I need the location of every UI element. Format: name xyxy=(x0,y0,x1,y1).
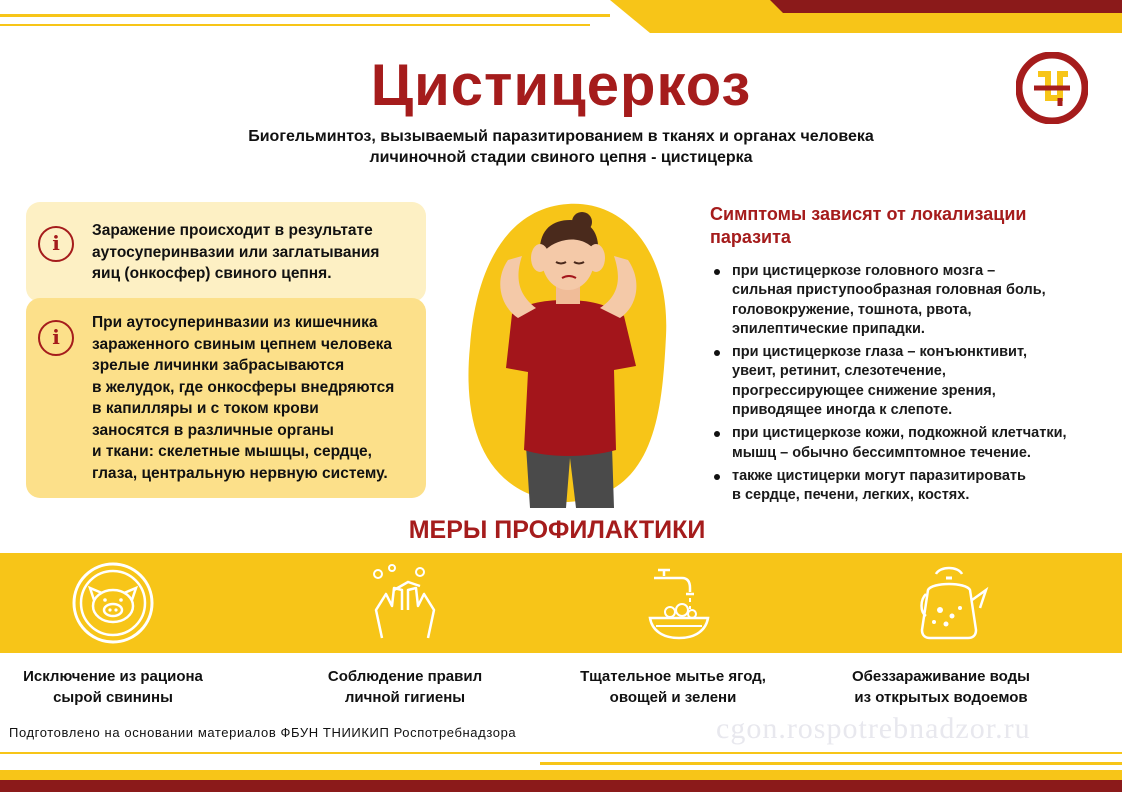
page-subtitle xyxy=(200,126,922,168)
top-stripe-dark-overlay xyxy=(770,0,1122,13)
info-icon: i xyxy=(38,226,74,262)
symptom-line: эпилептические припадки. xyxy=(732,320,925,337)
prevention-label-line: Соблюдение правил xyxy=(327,668,483,685)
symptoms-list xyxy=(712,262,1112,510)
woman-headache-illustration xyxy=(448,196,688,508)
page-title: Цистицеркоз xyxy=(370,53,752,118)
info-line: в желудок, где онкосферы внедряются xyxy=(92,378,395,396)
info-icon: i xyxy=(38,320,74,356)
prevention-label-line: личной гигиены xyxy=(344,689,466,706)
prevention-title: МЕРЫ ПРОФИЛАКТИКИ xyxy=(408,516,706,544)
bottom-stripe-dark xyxy=(0,780,1122,792)
bottom-line-2 xyxy=(540,762,1122,765)
bottom-stripe-yellow xyxy=(0,770,1122,780)
symptoms-title xyxy=(710,203,1100,249)
symptom-item-skin xyxy=(712,424,1112,463)
symptom-line: прогрессирующее снижение зрения, xyxy=(732,382,996,399)
info-line: Заражение происходит в результате xyxy=(92,222,373,239)
prevention-label-line: овощей и зелени xyxy=(609,689,737,706)
info-text xyxy=(92,312,422,484)
info-line: аутосуперинвазии или заглатывания xyxy=(92,243,380,261)
symptom-line: при цистицеркозе глаза – конъюнктивит, xyxy=(732,344,1028,361)
kettle-icon xyxy=(906,560,992,646)
symptom-item-eye xyxy=(712,343,1112,420)
prevention-label-washing xyxy=(548,666,798,708)
info-line: и ткани: скелетные мышцы, сердце, xyxy=(92,443,372,460)
symptoms-title-line: Симптомы зависят от локализации xyxy=(710,204,1027,224)
symptom-item-brain xyxy=(712,262,1112,339)
prevention-label-line: Обеззараживание воды xyxy=(852,668,1030,685)
top-left-line-2 xyxy=(0,24,590,26)
rospotrebnadzor-logo-icon xyxy=(1016,52,1088,124)
subtitle-line: Биогельминтоз, вызываемый паразитированием в тканях и органах человека xyxy=(248,128,874,145)
symptoms-title-line: паразита xyxy=(710,227,791,247)
site-watermark: cgon.rospotrebnadzor.ru xyxy=(716,712,1031,745)
bottom-line-1 xyxy=(0,752,1122,754)
symptom-line: приводящее иногда к слепоте. xyxy=(732,402,953,419)
prevention-label-hygiene xyxy=(280,666,530,708)
symptom-line: увеит, ретинит, слезотечение, xyxy=(732,363,946,380)
info-line: При аутосуперинвазии из кишечника xyxy=(92,314,378,331)
info-text xyxy=(92,220,422,285)
pig-icon xyxy=(70,560,156,646)
symptom-item-other xyxy=(712,467,1112,506)
info-line: глаза, центральную нервную систему. xyxy=(92,464,388,482)
symptom-line: в сердце, печени, легких, костях. xyxy=(732,487,970,504)
footer-source: Подготовлено на основании материалов ФБУН ТНИИКИП Роспотребнадзора xyxy=(9,725,517,740)
symptom-line: сильная приступообразная головная боль, xyxy=(732,282,1046,299)
symptom-line: мышц – обычно бессимптомное течение. xyxy=(732,444,1031,461)
symptom-line: при цистицеркозе головного мозга – xyxy=(732,263,996,279)
faucet-bowl-icon xyxy=(636,560,722,646)
info-line: в капилляры и с током крови xyxy=(92,400,319,417)
info-line: яиц (онкосфер) свиного цепня. xyxy=(92,265,332,282)
symptom-line: также цистицерки могут паразитировать xyxy=(732,467,1026,484)
info-line: зрелые личинки забрасываются xyxy=(92,357,345,374)
info-line: заносятся в различные органы xyxy=(92,421,334,439)
hand-washing-icon xyxy=(362,560,448,646)
symptom-line: при цистицеркозе кожи, подкожной клетчатки, xyxy=(732,425,1067,442)
prevention-label-water xyxy=(816,666,1066,708)
prevention-label-line: Исключение из рациона xyxy=(23,668,203,685)
prevention-label-line: из открытых водоемов xyxy=(854,689,1028,706)
info-box-autoinvasion xyxy=(26,298,426,498)
top-left-line xyxy=(0,14,610,17)
subtitle-line: личиночной стадии свиного цепня - цистицерка xyxy=(369,149,753,166)
info-box-infection xyxy=(26,202,426,302)
info-line: зараженного свиным цепнем человека xyxy=(92,335,392,353)
prevention-label-line: Тщательное мытье ягод, xyxy=(580,668,766,685)
symptom-line: головокружение, тошнота, рвота, xyxy=(732,301,972,318)
prevention-label-pork xyxy=(0,666,238,708)
prevention-label-line: сырой свинины xyxy=(53,689,173,706)
